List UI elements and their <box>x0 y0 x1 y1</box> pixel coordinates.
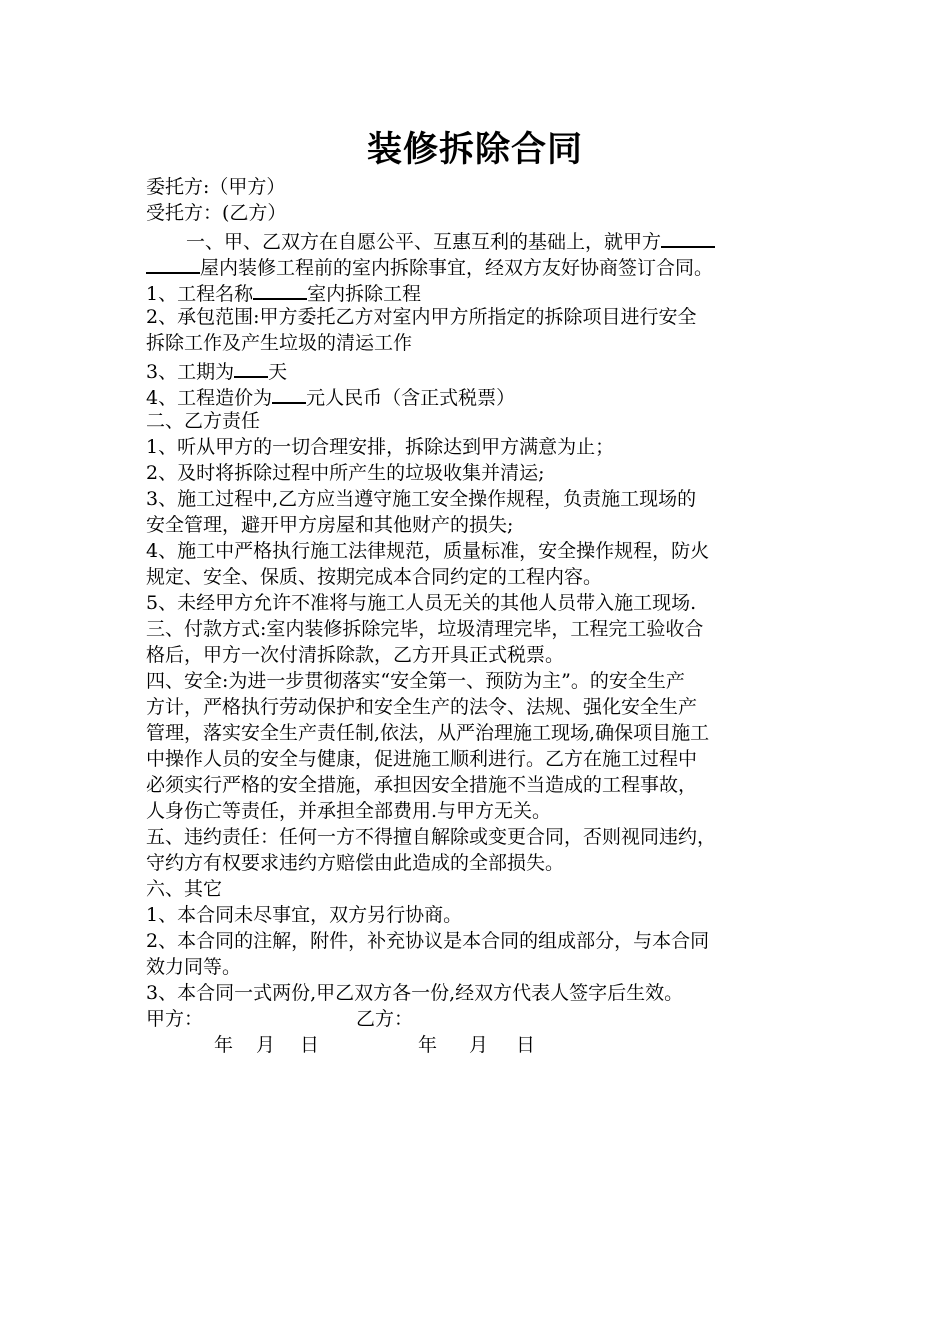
section-4-line-2: 方计，严格执行劳动保护和安全生产的法令、法规、强化安全生产 <box>146 696 698 718</box>
item-3-unit: 天 <box>268 361 288 383</box>
blank-field-address-1[interactable] <box>661 226 715 248</box>
party-b-line: 受托方：(乙方） <box>146 202 287 224</box>
blank-field-address-2[interactable] <box>146 252 200 274</box>
date-b-day: 日 <box>516 1034 536 1056</box>
intro-line-1 <box>146 226 826 252</box>
section-3-line-2: 格后，甲方一次付清拆除款，乙方开具正式税票。 <box>146 644 565 666</box>
intro-text-1: 一、甲、乙双方在自愿公平、互惠互利的基础上，就甲方 <box>186 231 662 253</box>
item-3-label: 3、工期为 <box>146 361 235 383</box>
section-6-title: 六、其它 <box>146 878 223 900</box>
section-2-title: 二、乙方责任 <box>146 410 261 432</box>
item-4-unit: 元人民币（含正式税票） <box>306 387 516 409</box>
item-4-label: 4、工程造价为 <box>146 387 273 409</box>
section-2-item-3b: 安全管理，避开甲方房屋和其他财产的损失; <box>146 514 514 536</box>
intro-text-2: 屋内装修工程前的室内拆除事宜，经双方友好协商签订合同。 <box>200 257 714 279</box>
document-title: 装修拆除合同 <box>366 130 583 170</box>
section-2-item-2: 2、及时将拆除过程中所产生的垃圾收集并清运; <box>146 462 545 484</box>
date-a-month: 月 <box>256 1034 276 1056</box>
blank-field-duration[interactable] <box>234 356 268 378</box>
section-4-line-5: 必须实行严格的安全措施，承担因安全措施不当造成的工程事故， <box>146 774 698 796</box>
section-4-line-3: 管理，落实安全生产责任制,依法，从严治理施工现场,确保项目施工 <box>146 722 710 744</box>
section-4-line-4: 中操作人员的安全与健康，促进施工顺利进行。乙方在施工过程中 <box>146 748 698 770</box>
section-4-line-1: 四、安全:为进一步贯彻落实“安全第一、预防为主”。的安全生产 <box>146 670 685 692</box>
blank-field-project-name[interactable] <box>253 278 307 300</box>
section-3-line-1: 三、付款方式:室内装修拆除完毕，垃圾清理完毕，工程完工验收合 <box>146 618 704 640</box>
intro-line-2 <box>146 252 826 278</box>
section-6-item-1: 1、本合同未尽事宜，双方另行协商。 <box>146 904 463 926</box>
item-3-line <box>146 356 826 382</box>
section-2-item-4a: 4、施工中严格执行施工法律规范，质量标准，安全操作规程，防火 <box>146 540 710 562</box>
section-6-item-3: 3、本合同一式两份,甲乙双方各一份,经双方代表人签字后生效。 <box>146 982 684 1004</box>
item-4-line <box>146 382 826 408</box>
signature-party-a: 甲方： <box>146 1008 204 1030</box>
party-a-line: 委托方:（甲方） <box>146 176 286 198</box>
item-1-value: 室内拆除工程 <box>307 283 422 305</box>
section-4-line-6: 人身伤亡等责任，并承担全部费用.与甲方无关。 <box>146 800 552 822</box>
blank-field-cost[interactable] <box>272 382 306 404</box>
section-5-line-2: 守约方有权要求违约方赔偿由此造成的全部损失。 <box>146 852 565 874</box>
contract-body <box>146 174 826 1058</box>
date-a-day: 日 <box>300 1034 320 1056</box>
item-1-line <box>146 278 826 304</box>
item-2-line-1: 2、承包范围:甲方委托乙方对室内甲方所指定的拆除项目进行安全 <box>146 306 697 328</box>
signature-row <box>146 1006 826 1032</box>
section-6-item-2b: 效力同等。 <box>146 956 242 978</box>
signature-party-b: 乙方： <box>356 1008 414 1030</box>
section-2-item-4b: 规定、安全、保质、按期完成本合同约定的工程内容。 <box>146 566 603 588</box>
item-2-line-2: 拆除工作及产生垃圾的清运工作 <box>146 332 413 354</box>
section-2-item-1: 1、听从甲方的一切合理安排，拆除达到甲方满意为止； <box>146 436 615 458</box>
section-5-line-1: 五、违约责任：任何一方不得擅自解除或变更合同，否则视同违约， <box>146 826 717 848</box>
section-2-item-3a: 3、施工过程中,乙方应当遵守施工安全操作规程，负责施工现场的 <box>146 488 697 510</box>
date-b-month: 月 <box>469 1034 489 1056</box>
date-a-year: 年 <box>214 1034 234 1056</box>
item-1-label: 1、工程名称 <box>146 283 254 305</box>
date-row <box>146 1032 826 1058</box>
date-b-year: 年 <box>418 1034 438 1056</box>
section-6-item-2a: 2、本合同的注解，附件，补充协议是本合同的组成部分，与本合同 <box>146 930 710 952</box>
section-2-item-5: 5、未经甲方允许不准将与施工人员无关的其他人员带入施工现场. <box>146 592 697 614</box>
